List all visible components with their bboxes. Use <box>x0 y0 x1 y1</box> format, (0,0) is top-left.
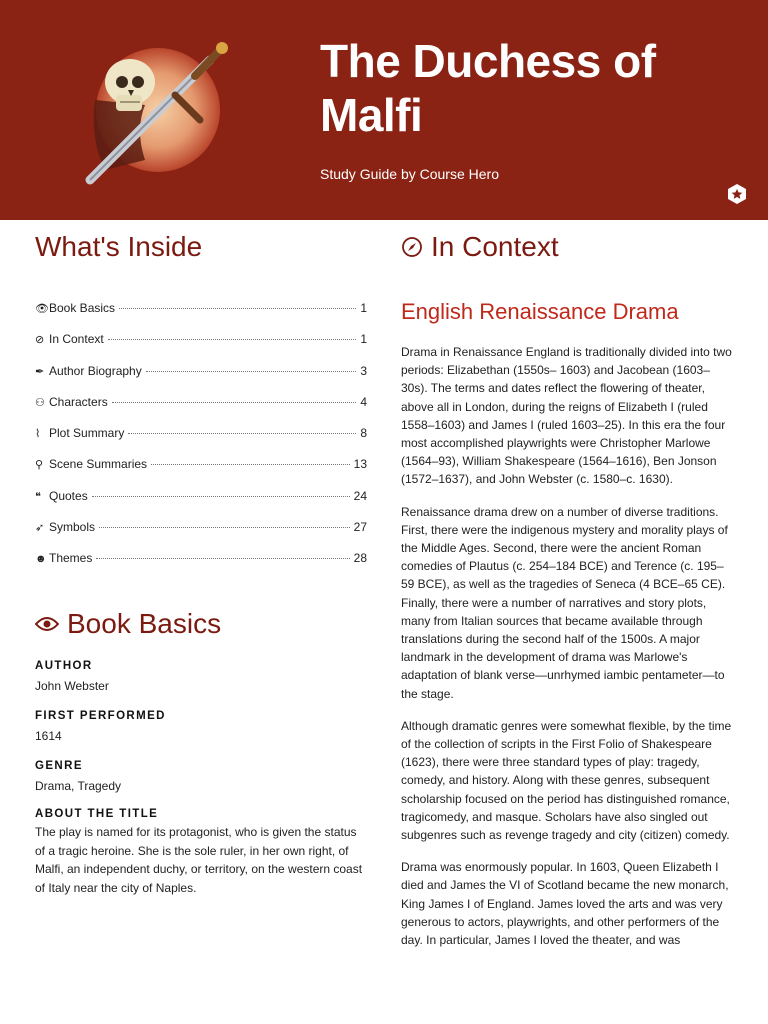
toc-page-number: 1 <box>360 301 367 315</box>
toc-leader <box>92 496 350 497</box>
about-title-label: ABOUT THE TITLE <box>35 808 159 820</box>
right-column <box>401 230 733 949</box>
toc-page-number: 1 <box>360 332 367 347</box>
magnifier-icon: ⚲ <box>35 459 44 472</box>
in-context-heading: In Context <box>431 231 559 262</box>
toc-item-scene-summaries[interactable] <box>35 457 367 488</box>
context-paragraph: Drama in Renaissance England is traditionally divided into two periods: Elizabethan (1550s– 1603) and Jacobean (1603–30s). The terms and dates reflect the flowering of theater, above all in London, during the reigns of Elizabeth I (ruled 1558–1603) and James I (ruled 1603–25). In this era the four most accomplished playwrights were Christopher Marlowe (1564–93), William Shakespeare (1564–1616), Ben Jonson (1572–1637), and John Webster (c. 1580–c. 1630). <box>401 345 732 487</box>
eye-icon <box>35 616 59 632</box>
toc-page-number: 28 <box>353 551 367 566</box>
toc-label: Author Biography <box>49 363 142 378</box>
toc-item-plot-summary[interactable] <box>35 426 367 457</box>
toc-item-book-basics[interactable] <box>35 301 367 332</box>
eye-icon: 👁 <box>35 303 49 315</box>
toc-leader <box>128 433 356 434</box>
toc-label: Themes <box>49 551 93 566</box>
toc-label: Quotes <box>49 488 88 503</box>
first-performed-label: FIRST PERFORMED <box>35 710 166 722</box>
toc-label: Characters <box>49 394 108 409</box>
book-title: The Duchess of Malfi <box>320 35 656 141</box>
toc-page-number: 13 <box>353 457 367 472</box>
first-performed-value: 1614 <box>35 729 62 743</box>
toc-label: Symbols <box>49 520 96 535</box>
toc-item-symbols[interactable] <box>35 520 367 551</box>
book-basics-heading: Book Basics <box>67 608 222 639</box>
chart-icon: ⌇ <box>35 428 41 441</box>
genre-block <box>35 760 367 796</box>
author-value: John Webster <box>35 679 109 693</box>
toc-item-author-biography[interactable] <box>35 364 367 395</box>
table-of-contents <box>35 301 367 583</box>
toc-label: Book Basics <box>49 301 116 315</box>
toc-label: Scene Summaries <box>49 457 148 472</box>
toc-item-characters[interactable] <box>35 395 367 426</box>
first-performed-block <box>35 710 367 746</box>
quote-icon: ❝ <box>35 490 41 503</box>
context-paragraph: Although dramatic genres were somewhat flexible, by the time of the collection of scripts in the First Folio of Shakespeare (1623), there were three standard types of play: tragedy, comedy, and history. Along with these genres, subsequent scholarship focused on the period has distinguished romance, tragicomedy, and masque. Scholars have also singled out subgenres such as revenge tragedy and city (citizen) comedy. <box>401 718 732 843</box>
study-guide-subtitle: Study Guide by Course Hero <box>320 166 499 182</box>
toc-label: Plot Summary <box>49 426 125 441</box>
toc-page-number: 4 <box>360 394 367 409</box>
course-hero-logo-icon[interactable] <box>727 183 747 205</box>
toc-leader <box>112 402 357 403</box>
bird-icon: ➶ <box>35 522 45 535</box>
toc-page-number: 3 <box>360 363 367 378</box>
author-block <box>35 660 367 696</box>
skull-dagger-illustration <box>60 40 230 190</box>
compass-icon <box>401 236 423 258</box>
toc-label: In Context <box>49 332 104 347</box>
toc-leader <box>119 308 356 309</box>
people-icon: ⚇ <box>35 396 45 409</box>
whats-inside-heading: What's Inside <box>35 231 203 262</box>
toc-page-number: 27 <box>353 520 367 535</box>
english-renaissance-drama-heading: English Renaissance Drama <box>401 299 679 324</box>
genre-label: GENRE <box>35 760 83 772</box>
toc-leader <box>99 527 350 528</box>
context-paragraph: Drama was enormously popular. In 1603, Queen Elizabeth I died and James the VI of Scotland became the new monarch, King James I of England. James loved the arts and was very generous to actors, playwrights, and other performers of the day. In particular, James I loved the theater, and was <box>401 860 729 948</box>
left-column <box>35 230 367 895</box>
context-paragraph: Renaissance drama drew on a number of diverse traditions. First, there were the indigenous mystery and morality plays of the Middle Ages. Second, there were the ancient Roman comedies of Plautus (c. 254–184 BCE) and Terence (c. 195–59 BCE), as well as the tragedies of Seneca (4 BCE–65 CE). Finally, there were a number of narratives and story plots, many from Italian sources that became available through translations during the second half of the 1500s. A major landmark in the development of drama was Marlowe's adaptation of blank verse—unrhymed iambic pentameter—to the stage. <box>401 504 728 701</box>
toc-item-quotes[interactable] <box>35 489 367 520</box>
toc-page-number: 24 <box>353 488 367 503</box>
toc-page-number: 8 <box>360 426 367 441</box>
toc-item-themes[interactable] <box>35 551 367 582</box>
author-label: AUTHOR <box>35 660 93 672</box>
about-title-text: The play is named for its protagonist, who is given the status of a tragic heroine. She is the sole ruler, in her own right, of Malfi, an independent duchy, or territory, on the western coast of Italy near the city of Naples. <box>35 825 363 895</box>
toc-leader <box>108 339 357 340</box>
book-basics-heading-row <box>35 607 221 641</box>
toc-leader <box>146 371 357 372</box>
pen-icon: ✒ <box>35 365 45 378</box>
in-context-heading-row <box>401 230 733 264</box>
toc-leader <box>151 464 350 465</box>
compass-icon: ⊘ <box>35 334 45 347</box>
header-banner <box>0 0 768 220</box>
about-title-block <box>35 808 367 897</box>
masks-icon: ☻ <box>35 553 47 566</box>
toc-item-in-context[interactable] <box>35 332 367 363</box>
genre-value: Drama, Tragedy <box>35 779 122 793</box>
toc-leader <box>96 558 349 559</box>
